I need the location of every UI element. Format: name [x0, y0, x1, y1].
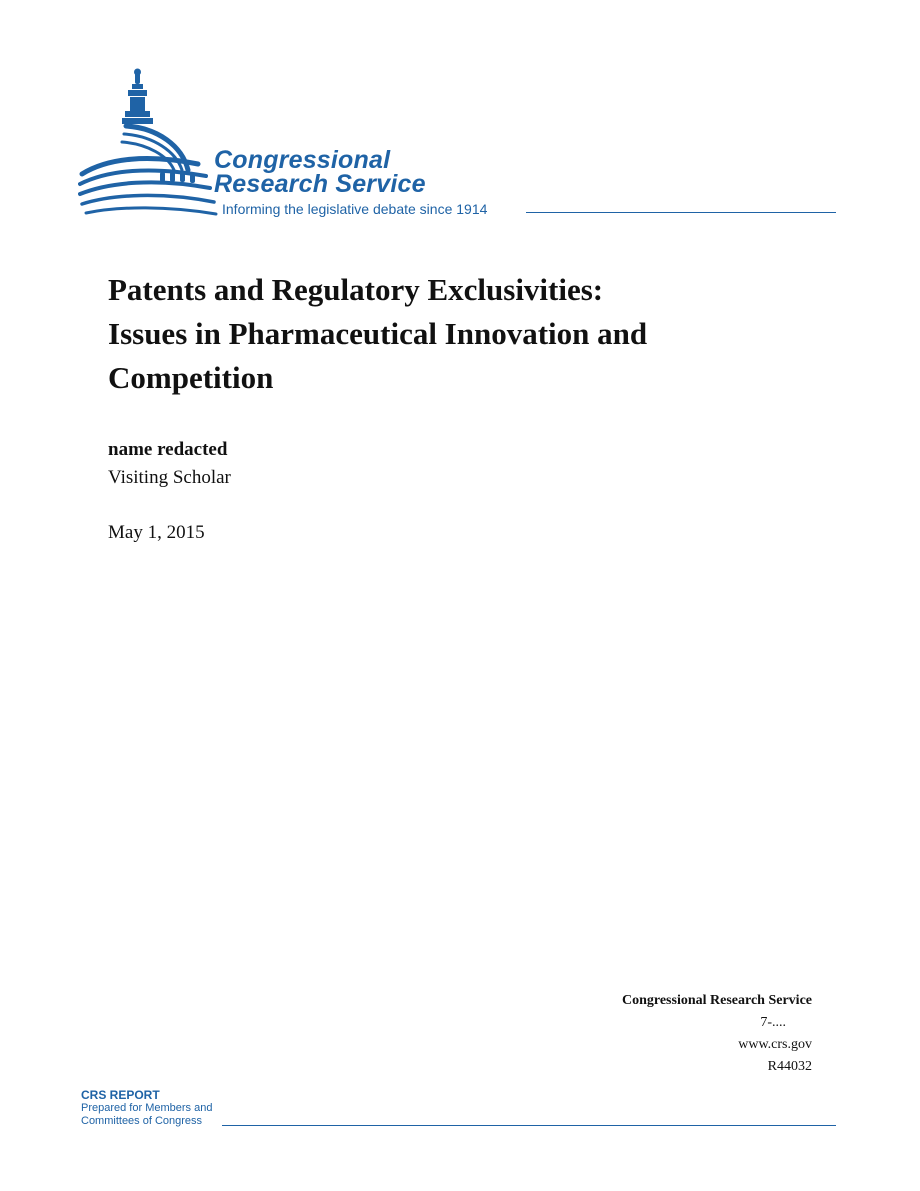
author-role: Visiting Scholar	[108, 467, 231, 488]
report-title-line-2: Issues in Pharmaceutical Innovation and	[108, 316, 648, 351]
report-date: May 1, 2015	[108, 522, 205, 543]
report-title-line-3: Competition	[108, 360, 274, 395]
footer-line-1: Prepared for Members and	[81, 1102, 213, 1114]
report-title-line-1: Patents and Regulatory Exclusivities:	[108, 272, 604, 307]
report-number: R44032	[767, 1059, 812, 1074]
footer-line-2: Committees of Congress	[81, 1115, 203, 1127]
footer-heading: CRS REPORT	[81, 1088, 160, 1102]
logo-name-line-1: Congressional	[214, 146, 391, 174]
logo-tagline: Informing the legislative debate since 1914	[222, 201, 488, 217]
publisher-info	[622, 990, 812, 1078]
capitol-dome-icon	[78, 66, 218, 218]
report-title	[108, 268, 808, 400]
publisher-website[interactable]: www.crs.gov	[738, 1037, 812, 1052]
footer-label	[81, 1089, 212, 1128]
logo-name-line-2: Research Service	[214, 170, 426, 198]
author-name: name redacted	[108, 439, 228, 460]
header-divider	[526, 212, 836, 213]
publisher-name: Congressional Research Service	[621, 993, 812, 1008]
publisher-phone: 7-....	[760, 1015, 786, 1030]
footer-divider	[222, 1125, 836, 1126]
